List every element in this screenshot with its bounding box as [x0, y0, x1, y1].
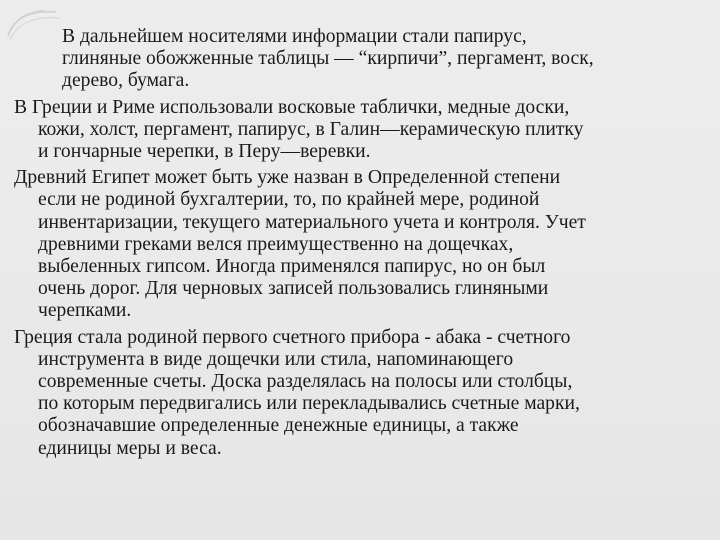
text-line: Древний Египет может быть уже назван в Определенной степени [14, 167, 561, 189]
text-line: В дальнейшем носителями информации стали папирус, [62, 26, 527, 47]
text-line: единицы меры и веса. [38, 437, 222, 459]
paragraph-abacus [14, 327, 714, 460]
text-line: и гончарные черепки, в Перу—веревки. [38, 141, 371, 163]
text-line: глиняные обожженные таблицы — “кирпичи”, пергамент, воск, [62, 48, 594, 70]
text-line: очень дорог. Для черновых записей пользовались глиняными [38, 278, 549, 300]
text-line: В Греции и Риме использовали восковые таблички, медные доски, [14, 96, 570, 118]
text-line: дерево, бумага. [62, 70, 190, 92]
text-line: современные счеты. Доска разделялась на полосы или столбцы, [38, 371, 573, 393]
text-line: черепками. [38, 300, 132, 322]
text-line: выбеленных гипсом. Иногда применялся папирус, но он был [38, 256, 546, 278]
text-line: инструмента в виде дощечки или стила, напоминающего [38, 348, 514, 370]
paragraph-greece-rome [14, 97, 714, 164]
paragraph-egypt [14, 167, 714, 322]
text-line: по которым передвигались или перекладывались счетные марки, [38, 393, 580, 415]
text-line: кожи, холст, пергамент, папирус, в Галин—керамическую плитку [38, 118, 584, 140]
paragraph-media [14, 26, 714, 93]
text-line: инвентаризации, текущего материального учета и контроля. Учет [38, 211, 586, 233]
text-line: если не родиной бухгалтерии, то, по крайней мере, родиной [38, 189, 540, 211]
slide-text-body [14, 26, 714, 464]
text-line: Греция стала родиной первого счетного прибора - абака - счетного [14, 326, 571, 348]
text-line: древними греками велся преимущественно на дощечках, [38, 233, 514, 255]
text-line: обозначавшие определенные денежные единицы, а также [38, 415, 519, 437]
